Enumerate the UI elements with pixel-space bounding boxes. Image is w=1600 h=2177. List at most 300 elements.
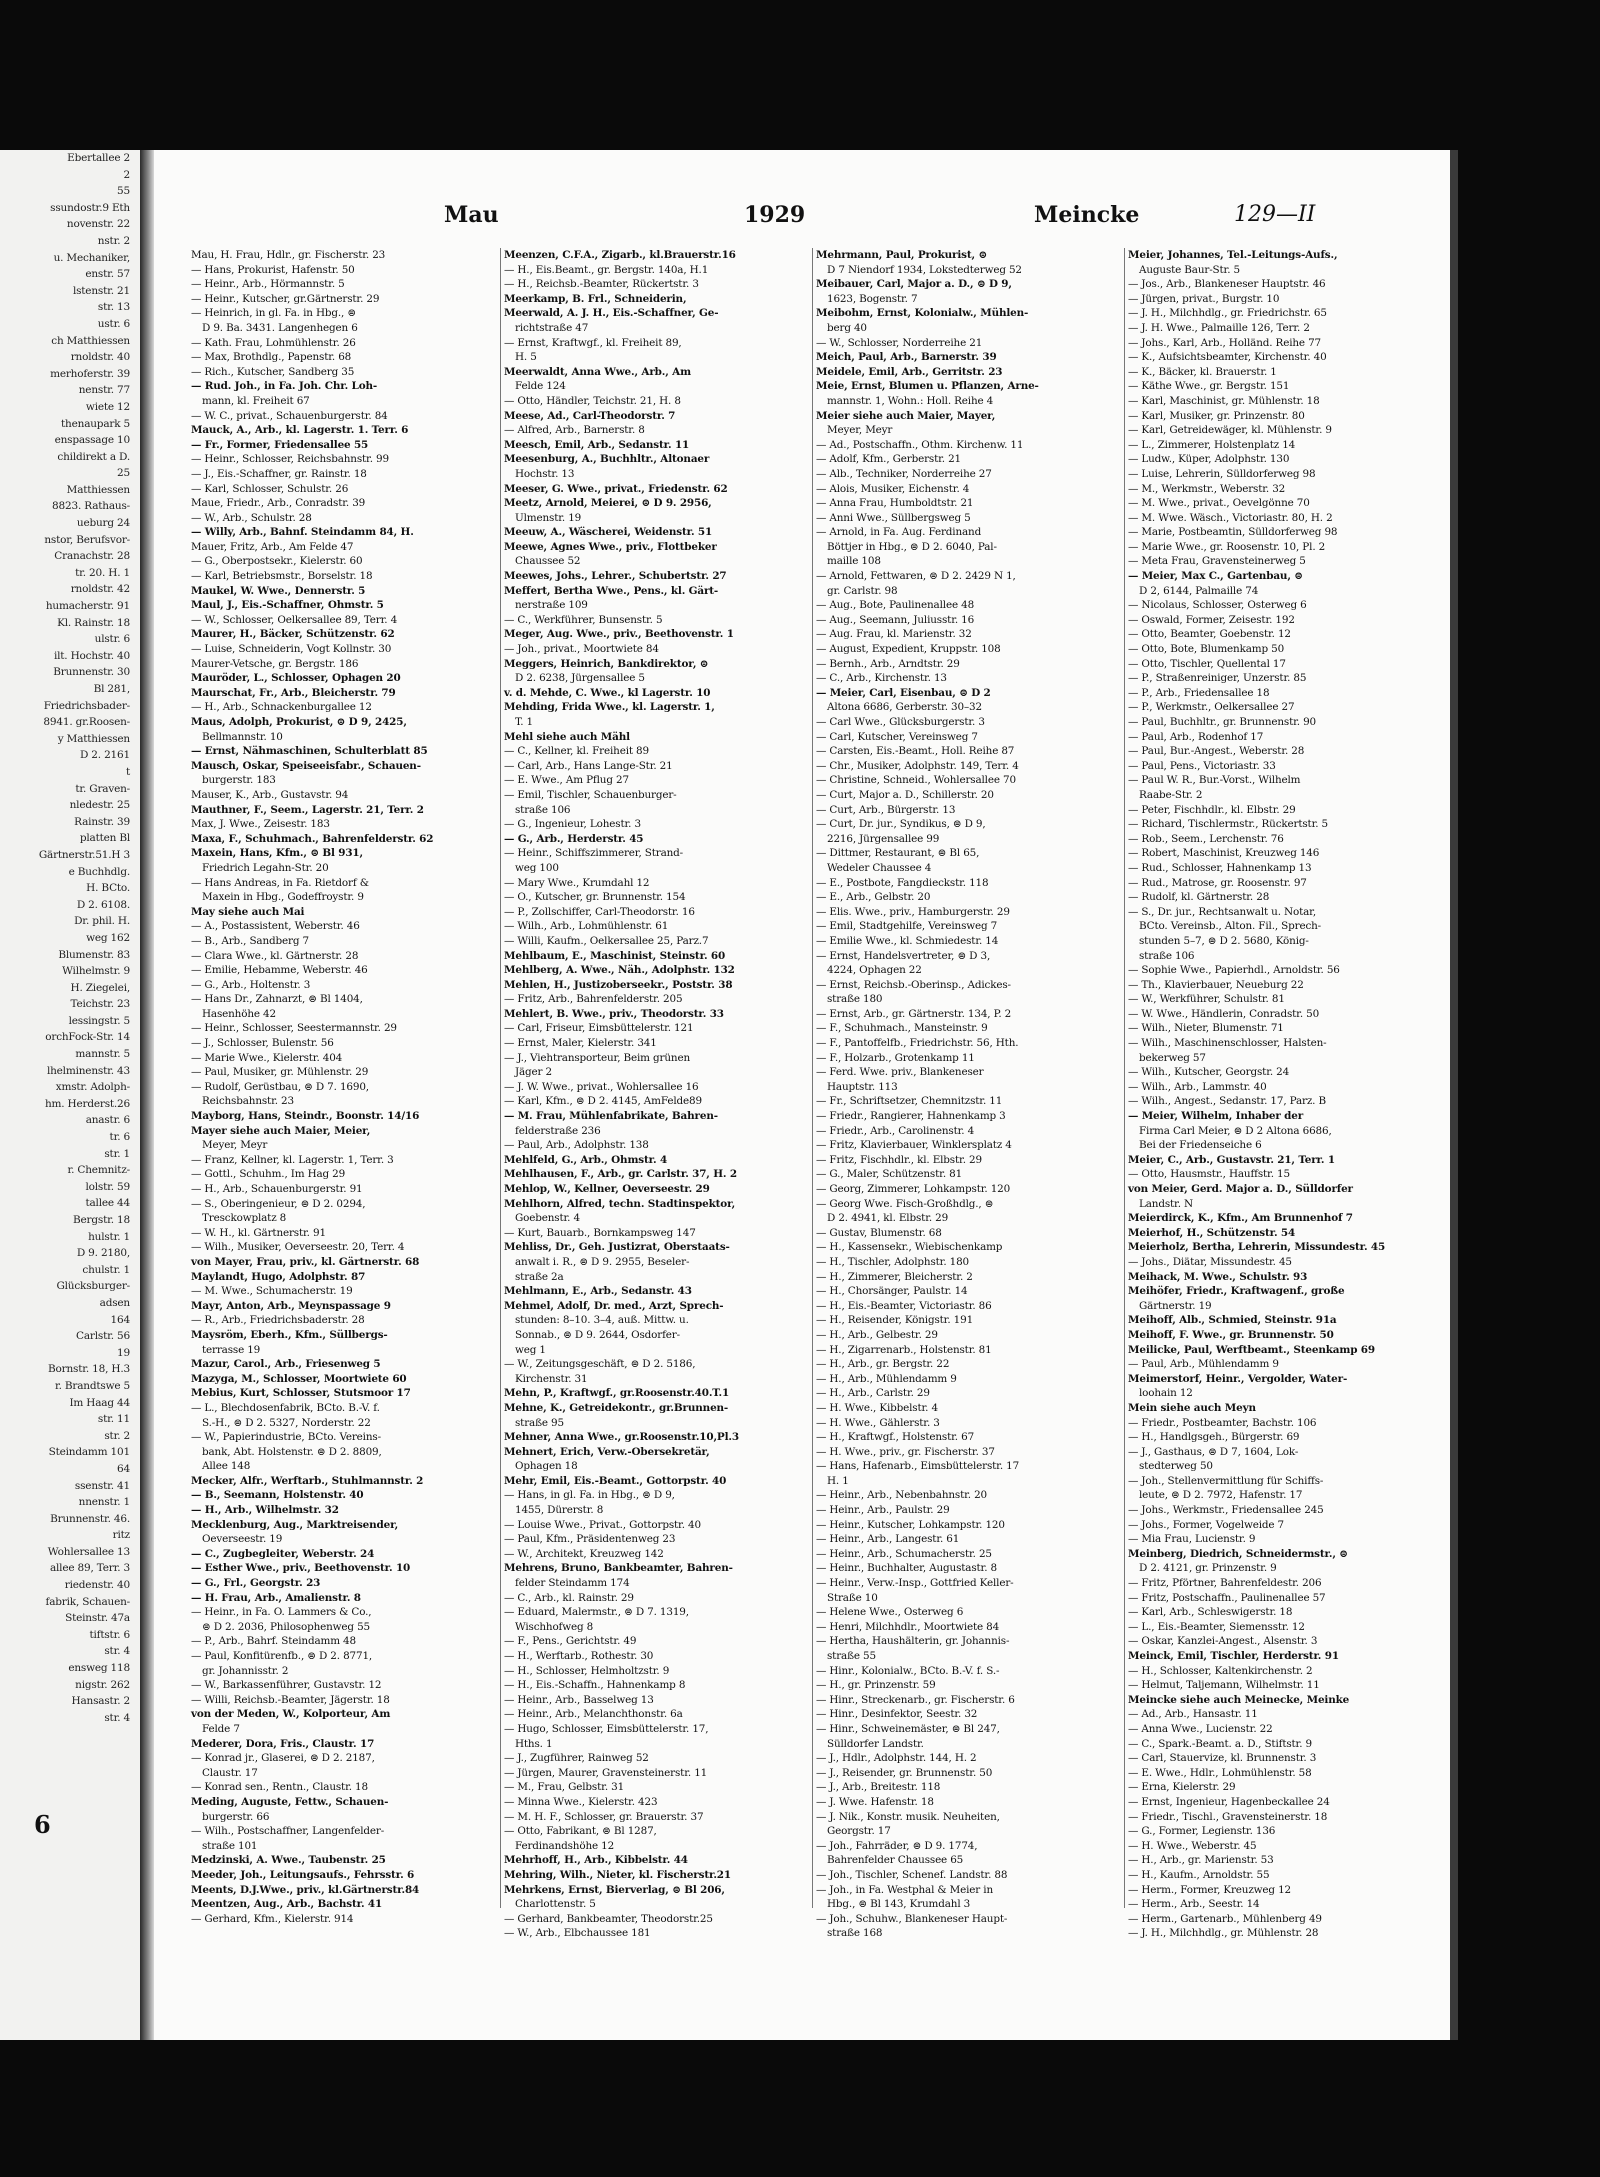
signature-mark: 6 [34,1810,51,1839]
directory-entry: mann, kl. Freiheit 67 [202,394,310,407]
directory-entry: — H., Zimmerer, Bleicherstr. 2 [816,1270,973,1283]
directory-entry: — H., Chorsänger, Paulstr. 14 [816,1285,968,1298]
directory-entry: — W., Schlosser, Oelkersallee 89, Terr. 4 [191,613,398,626]
directory-entry: — Fritz, Pförtner, Bahrenfeldestr. 206 [1128,1577,1322,1590]
directory-entry: Meeder, Joh., Leitungsaufs., Fehrsstr. 6 [191,1868,415,1881]
directory-entry: Meese, Ad., Carl-Theodorstr. 7 [504,409,676,422]
directory-entry: — Hinr., Kolonialw., BCto. B.-V. f. S.- [816,1664,1000,1677]
directory-entry: — Carl, Kutscher, Vereinsweg 7 [816,730,978,743]
directory-entry: Hasenhöhe 42 [202,1007,276,1020]
directory-entry: — W., Arb., Elbchaussee 181 [504,1927,651,1940]
directory-entry: — J. W. Wwe., privat., Wohlersallee 16 [504,1080,699,1093]
left-page-fragment: allee 89, Terr. 3 [49,1562,130,1575]
directory-entry: — H., Kraftwgf., Holstenstr. 67 [816,1431,975,1444]
directory-entry: Mehlberg, A. Wwe., Näh., Adolphstr. 132 [504,964,735,977]
directory-entry: Mehlert, B. Wwe., priv., Theodorstr. 33 [504,1007,724,1020]
directory-entry: — Meier, Wilhelm, Inhaber der [1128,1110,1304,1123]
directory-entry: Hochstr. 13 [515,467,575,480]
directory-entry: — Friedr., Tischl., Gravensteinerstr. 18 [1128,1810,1328,1823]
directory-entry: — Heinr., Arb., Schumacherstr. 25 [816,1547,992,1560]
directory-entry: — S., Oberingenieur, ⊜ D 2. 0294, [191,1197,366,1210]
left-page-fragment: nigstr. 262 [75,1678,130,1691]
directory-entry: — Fritz, Fischhdlr., kl. Elbstr. 29 [816,1153,982,1166]
directory-entry: Tresckowplatz 8 [202,1212,287,1225]
directory-entry: — L., Zimmerer, Holstenplatz 14 [1128,438,1296,451]
directory-entry: — Fritz, Klavierbauer, Winklersplatz 4 [816,1139,1012,1152]
directory-entry: — Arnold, in Fa. Aug. Ferdinand [816,526,982,539]
left-page-fragment: merhoferstr. 39 [50,367,130,380]
directory-entry: — Johs., Werkmstr., Friedensallee 245 [1128,1504,1324,1517]
directory-entry: stunden 5–7, ⊜ D 2. 5680, König- [1139,934,1309,947]
left-page-fragment: lhelminenstr. 43 [46,1064,130,1077]
directory-entry: — Karl, Schlosser, Schulstr. 26 [191,482,349,495]
directory-entry: gr. Johannisstr. 2 [202,1664,289,1677]
directory-entry: — Marie Wwe., gr. Roosenstr. 10, Pl. 2 [1128,540,1326,553]
directory-entry: — B., Seemann, Holstenstr. 40 [191,1489,364,1502]
left-page-fragment: Friedrichsbader- [43,699,130,712]
directory-entry: — Hans, Prokurist, Hafenstr. 50 [191,263,355,276]
left-page-fragment: H. BCto. [86,882,130,895]
directory-entry: — Kath. Frau, Lohmühlenstr. 26 [191,336,356,349]
directory-entry: Mehding, Frida Wwe., kl. Lagerstr. 1, [504,701,715,714]
left-page-fragment: str. 13 [97,301,130,314]
directory-entry: Mehlhausen, F., Arb., gr. Carlstr. 37, H. 2 [504,1168,737,1181]
directory-entry: — Fritz, Postschaffn., Paulinenallee 57 [1128,1591,1326,1604]
directory-entry: Mauthner, F., Seem., Lagerstr. 21, Terr. 2 [191,803,424,816]
directory-entry: von Mayer, Frau, priv., kl. Gärtnerstr. 68 [191,1255,420,1268]
directory-entry: Meidele, Emil, Arb., Gerritstr. 23 [816,365,1003,378]
directory-entry: — H., Schlosser, Helmholtzstr. 9 [504,1664,670,1677]
left-page-fragment: Dr. phil. H. [74,915,130,928]
left-page-fragment: str. 2 [104,1429,130,1442]
left-page-fragment: Im Haag 44 [69,1396,130,1409]
directory-entry: — Paul, Kfm., Präsidentenweg 23 [504,1533,676,1546]
directory-entry: Mehlen, H., Justizoberseekr., Poststr. 38 [504,978,733,991]
left-page-fragment: 19 [117,1346,130,1359]
left-page-fragment: Kl. Rainstr. 18 [57,616,130,629]
directory-entry: Meier, Johannes, Tel.-Leitungs-Aufs., [1128,249,1338,261]
directory-entry: — Wilh., Musiker, Oeverseestr. 20, Terr. 4 [191,1241,405,1254]
directory-entry: Raabe-Str. 2 [1139,788,1203,801]
left-page-fragment: H. Ziegelei, [70,981,130,994]
directory-entry: — Emil, Tischler, Schauenburger- [504,788,677,801]
left-page-fragment: tr. 20. H. 1 [75,566,130,579]
directory-entry: straße 101 [202,1839,258,1852]
directory-entry: Meie, Ernst, Blumen u. Pflanzen, Arne- [816,380,1039,393]
directory-entry: Landstr. N [1139,1197,1193,1210]
directory-entry: Georgstr. 17 [827,1825,891,1838]
directory-entry: nerstraße 109 [515,599,588,612]
directory-entry: — Hans Dr., Zahnarzt, ⊜ Bl 1404, [191,993,363,1006]
directory-entry: Mau, H. Frau, Hdlr., gr. Fischerstr. 23 [191,249,386,261]
directory-entry: — Paul, Pens., Victoriastr. 33 [1128,759,1276,772]
directory-entry: Meesch, Emil, Arb., Sedanstr. 11 [504,438,690,451]
directory-entry: — Paul, Konfitürenfb., ⊜ D 2. 8771, [191,1650,373,1662]
directory-entry: gr. Carlstr. 98 [827,584,898,597]
directory-entry: — Heinr., Arb., Nebenbahnstr. 20 [816,1489,988,1502]
directory-entry: — K., Aufsichtsbeamter, Kirchenstr. 40 [1128,351,1327,364]
directory-entry: — Clara Wwe., kl. Gärtnerstr. 28 [191,949,359,962]
directory-entry: straße 168 [827,1927,883,1940]
directory-entry: Chaussee 52 [515,555,581,568]
directory-entry: — Erna, Kielerstr. 29 [1128,1781,1236,1794]
directory-entry: — Jos., Arb., Blankeneser Hauptstr. 46 [1128,278,1326,291]
directory-entry: — M., Frau, Gelbstr. 31 [504,1781,625,1794]
directory-entry: — Fr., Schriftsetzer, Chemnitzstr. 11 [816,1095,1003,1108]
directory-entry: — Heinr., Buchhalter, Augustastr. 8 [816,1562,997,1575]
directory-entry: — C., Kellner, kl. Freiheit 89 [504,745,649,758]
left-page-fragment: wiete 12 [85,400,130,413]
directory-entry: Mehl siehe auch Mähl [504,730,630,743]
directory-entry: Meggers, Heinrich, Bankdirektor, ⊜ [504,657,709,670]
directory-entry: felderstraße 236 [515,1124,601,1137]
directory-entry: Straße 10 [827,1591,878,1604]
directory-entry: — H. Frau, Arb., Amalienstr. 8 [191,1591,361,1604]
directory-entry: — Heinr., in Fa. O. Lammers & Co., [191,1606,372,1619]
directory-entry: weg 1 [515,1343,546,1356]
directory-entry: straße 180 [827,993,883,1006]
directory-entry: — Heinr., Kutscher, Lohkampstr. 120 [816,1518,1005,1531]
directory-entry: — Paul, Arb., Adolphstr. 138 [504,1139,649,1152]
left-page-fragment: fabrik, Schauen- [45,1595,130,1608]
directory-entry: Meibauer, Carl, Major a. D., ⊜ D 9, [816,278,1012,291]
directory-entry: burgerstr. 183 [202,774,276,787]
directory-entry: — Otto, Händler, Teichstr. 21, H. 8 [504,394,681,407]
directory-entry: — Esther Wwe., priv., Beethovenstr. 10 [191,1562,411,1575]
directory-entry: — G., Ingenieur, Lohestr. 3 [504,818,641,831]
left-page-fragment: D 2. 6108. [76,898,130,911]
directory-entry: Bahrenfelder Chaussee 65 [827,1854,964,1867]
directory-entry: — P., Werkmstr., Oelkersallee 27 [1128,701,1295,714]
directory-entry: — Wilh., Postschaffner, Langenfelder- [191,1825,385,1838]
directory-entry: — Ernst, Arb., gr. Gärtnerstr. 134, P. 2 [816,1007,1012,1020]
directory-column-2 [500,248,803,1940]
left-page-fragment: adsen [99,1296,130,1309]
directory-entry: Meeuw, A., Wäscherei, Weidenstr. 51 [504,526,713,539]
directory-entry: — H. Wwe., Weberstr. 45 [1128,1839,1257,1852]
directory-entry: Claustr. 17 [202,1766,258,1779]
directory-entry: Mazur, Carol., Arb., Friesenweg 5 [191,1358,381,1371]
directory-entry: — Carl, Arb., Hans Lange-Str. 21 [504,759,673,772]
directory-entry: — Paul, Buchhltr., gr. Brunnenstr. 90 [1128,716,1317,728]
directory-entry: — Carl Wwe., Glücksburgerstr. 3 [816,716,985,728]
left-page-fragment: Steindamm 101 [48,1446,130,1459]
directory-entry: Mederer, Dora, Fris., Claustr. 17 [191,1737,375,1750]
directory-entry: — F., Holzarb., Grotenkamp 11 [816,1051,975,1064]
left-page-fragment: hm. Herderst.26 [44,1097,130,1110]
directory-entry: — J., Hdlr., Adolphstr. 144, H. 2 [816,1752,977,1765]
left-page-fragment: 55 [117,185,130,198]
directory-entry: — L., Blechdosenfabrik, BCto. B.-V. f. [191,1401,380,1414]
directory-entry: — W. Wwe., Händlerin, Conradstr. 50 [1128,1007,1320,1020]
directory-entry: Mehrhoff, H., Arb., Kibbelstr. 44 [504,1854,688,1867]
directory-entry: BCto. Vereinsb., Alton. Fil., Sprech- [1139,920,1322,933]
directory-entry: — H., Arb., Mühlendamm 9 [816,1372,957,1385]
directory-entry: Meger, Aug. Wwe., priv., Beethovenstr. 1 [504,628,734,641]
left-page-fragment: Hansastr. 2 [71,1695,130,1708]
directory-entry: Mehlop, W., Kellner, Oeverseestr. 29 [504,1183,710,1195]
left-page-fragment: nstor, Berufsvor- [44,533,130,546]
left-page-fragment: ulstr. 6 [94,633,130,646]
left-page-fragment: nnenstr. 1 [78,1496,130,1509]
left-page-fragment: Bergstr. 18 [73,1214,130,1226]
directory-entry: D 9. Ba. 3431. Langenhegen 6 [202,321,358,334]
directory-entry: — Carsten, Eis.-Beamt., Holl. Reihe 87 [816,745,1015,758]
adjacent-page-fragment [0,150,140,2040]
directory-entry: — Anna Frau, Humboldtstr. 21 [816,497,974,510]
book-gutter [140,150,154,2040]
directory-entry: — W., Arb., Schulstr. 28 [191,511,312,524]
directory-entry: — Luise, Lehrerin, Sülldorferweg 98 [1128,467,1316,480]
directory-entry: Friedrich Legahn-Str. 20 [202,861,329,874]
directory-entry: anwalt i. R., ⊜ D 9. 2955, Beseler- [515,1255,690,1268]
directory-entry: — Hans, in gl. Fa. in Hbg., ⊜ D 9, [504,1489,675,1502]
directory-entry: — Hertha, Haushälterin, gr. Johannis- [816,1635,1010,1648]
directory-entry: — Helene Wwe., Osterweg 6 [816,1606,964,1619]
directory-entry: — Wilh., Maschinenschlosser, Halsten- [1128,1037,1327,1050]
directory-entry: — Ernst, Nähmaschinen, Schulterblatt 85 [191,745,428,758]
directory-entry: Mehrmann, Paul, Prokurist, ⊜ [816,249,987,261]
header-year: 1929 [744,202,806,228]
left-page-fragment: ensweg 118 [68,1662,130,1675]
left-page-fragment: mannstr. 5 [75,1048,130,1061]
directory-entry: — Otto, Fabrikant, ⊜ Bl 1287, [504,1825,657,1838]
directory-entry: — Carl, Friseur, Eimsbüttelerstr. 121 [504,1022,694,1035]
directory-entry: Hbg., ⊜ Bl 143, Krumdahl 3 [827,1898,971,1911]
directory-entry: — Rudolf, Gerüstbau, ⊜ D 7. 1690, [191,1080,369,1093]
directory-entry: — Käthe Wwe., gr. Bergstr. 151 [1128,380,1290,393]
directory-entry: weg 100 [515,861,559,874]
directory-entry: — Herm., Arb., Seestr. 14 [1128,1898,1260,1911]
left-page-fragment: Steinstr. 47a [65,1612,130,1625]
directory-entry: — H., Werftarb., Rothestr. 30 [504,1650,654,1662]
directory-entry: Meier siehe auch Maier, Mayer, [816,409,996,422]
directory-entry: Mein siehe auch Meyn [1128,1401,1256,1414]
directory-entry: — Wilh., Arb., Lammstr. 40 [1128,1080,1267,1093]
directory-entry: Meetz, Arnold, Meierei, ⊜ D 9. 2956, [504,497,712,510]
directory-entry: Maurer-Vetsche, gr. Bergstr. 186 [191,657,359,670]
directory-entry: — Heinr., Arb., Melanchthonstr. 6a [504,1708,683,1721]
directory-entry: — Marie, Postbeamtin, Sülldorferweg 98 [1128,526,1338,539]
directory-entry: — Fritz, Arb., Bahrenfelderstr. 205 [504,993,683,1006]
directory-entry: — H., Eis.-Schaffn., Hahnenkamp 8 [504,1679,686,1692]
left-page-fragment: Carlstr. 56 [76,1330,130,1343]
directory-entry: — Willy, Arb., Bahnf. Steindamm 84, H. [191,526,414,539]
left-page-fragment: ustr. 6 [97,317,130,330]
directory-entry: burgerstr. 66 [202,1810,270,1823]
directory-entry: Gärtnerstr. 19 [1139,1299,1212,1312]
directory-entry: — M. Wwe., privat., Oevelgönne 70 [1128,497,1310,510]
directory-entry: Böttjer in Hbg., ⊜ D 2. 6040, Pal- [827,540,997,553]
directory-entry: straße 95 [515,1416,564,1429]
left-page-fragment: Brunnenstr. 30 [53,666,130,679]
directory-entry: Meincke siehe auch Meinecke, Meinke [1128,1693,1350,1706]
directory-entry: Mehlfeld, G., Arb., Ohmstr. 4 [504,1153,668,1166]
directory-entry: — Gerhard, Bankbeamter, Theodorstr.25 [504,1912,713,1925]
directory-entry: — J., Schlosser, Bulenstr. 56 [191,1037,334,1050]
directory-entry: — Johs., Diätar, Missundestr. 45 [1128,1255,1292,1268]
left-page-fragment: r. Brandtswe 5 [54,1379,130,1392]
directory-entry: — Heinr., Schiffszimmerer, Strand- [504,847,684,860]
directory-entry: T. 1 [515,716,534,728]
directory-entry: bekerweg 57 [1139,1051,1206,1064]
directory-entry: — Johs., Former, Vogelweide 7 [1128,1518,1285,1531]
left-page-fragment: r. Chemnitz- [67,1164,130,1177]
left-page-fragment: weg 162 [86,931,130,944]
directory-entry: stunden: 8–10. 3–4, auß. Mittw. u. [515,1314,689,1327]
directory-entry: Goebenstr. 4 [515,1212,580,1225]
directory-entry: — Curt, Arb., Bürgerstr. 13 [816,803,956,816]
directory-entry: — Karl, Musiker, gr. Prinzenstr. 80 [1128,409,1305,422]
left-page-fragment: ritz [112,1529,130,1542]
directory-entry: Hths. 1 [515,1737,553,1750]
directory-entry: — Louise Wwe., Privat., Gottorpstr. 40 [504,1518,701,1531]
left-page-fragment: humacherstr. 91 [45,600,130,613]
directory-entry: — J., Gasthaus, ⊜ D 7, 1604, Lok- [1128,1445,1299,1458]
directory-entry: Maue, Friedr., Arb., Conradstr. 39 [191,497,366,510]
directory-entry: — Meier, Carl, Eisenbau, ⊜ D 2 [816,686,991,699]
directory-entry: — W., Schlosser, Norderreihe 21 [816,336,983,349]
directory-entry: maille 108 [827,555,881,568]
directory-entry: — Franz, Kellner, kl. Lagerstr. 1, Terr. 3 [191,1153,394,1166]
left-page-fragment: ilt. Hochstr. 40 [53,649,130,662]
page-edge-shadow [1450,150,1458,2040]
directory-entry: — Otto, Hausmstr., Hauffstr. 15 [1128,1168,1290,1181]
directory-entry: — C., Zugbegleiter, Weberstr. 24 [191,1547,375,1560]
directory-entry: — J., Zugführer, Rainweg 52 [504,1752,649,1765]
directory-entry: — Alb., Techniker, Norderreihe 27 [816,467,992,480]
directory-entry: — W., Werkführer, Schulstr. 81 [1128,993,1285,1006]
directory-entry: Maxa, F., Schuhmach., Bahrenfelderstr. 62 [191,832,434,845]
directory-entry: — Joh., Stellenvermittlung für Schiffs- [1128,1474,1324,1487]
directory-entry: Mebius, Kurt, Schlosser, Stutsmoor 17 [191,1387,411,1400]
directory-entry: Meenzen, C.F.A., Zigarb., kl.Brauerstr.16 [504,249,736,261]
directory-entry: — Gustav, Blumenstr. 68 [816,1226,942,1239]
directory-entry: — Rud., Matrose, gr. Roosenstr. 97 [1128,876,1307,889]
directory-entry: Mehmel, Adolf, Dr. med., Arzt, Sprech- [504,1299,724,1312]
left-page-fragment: e Buchhdlg. [68,865,130,878]
directory-entry: — H., Kassensekr., Wiebischenkamp [816,1241,1003,1254]
directory-entry: Auguste Baur-Str. 5 [1139,263,1240,276]
directory-entry: — Emilie Wwe., kl. Schmiedestr. 14 [816,934,999,947]
directory-entry: — Paul, Bur.-Angest., Weberstr. 28 [1128,745,1305,758]
left-page-fragment: ueburg 24 [76,517,130,530]
directory-entry: — Hinr., Schweinemäster, ⊜ Bl 247, [816,1722,1000,1735]
directory-entry: Ulmenstr. 19 [515,511,582,524]
directory-entry: — Otto, Bote, Blumenkamp 50 [1128,643,1285,656]
left-page-fragment: nledestr. 25 [69,799,130,812]
directory-entry: — Marie Wwe., Kielerstr. 404 [191,1051,343,1064]
left-page-fragment: Rainstr. 39 [74,815,130,828]
directory-entry: — W. H., kl. Gärtnerstr. 91 [191,1226,326,1239]
left-page-fragment: 25 [117,467,130,480]
directory-entry: D 2. 6238, Jürgensallee 5 [515,672,645,685]
directory-entry: Bei der Friedenseiche 6 [1139,1139,1262,1152]
directory-entry: — H., Eis.Beamt., gr. Bergstr. 140a, H.1 [504,263,709,276]
left-page-fragment: str. 4 [104,1711,130,1724]
directory-entry: — P., Zollschiffer, Carl-Theodorstr. 16 [504,905,695,918]
directory-entry: — Rich., Kutscher, Sandberg 35 [191,365,355,378]
left-page-fragment: ch Matthiessen [51,334,130,347]
directory-entry: Maukel, W. Wwe., Dennerstr. 5 [191,584,366,597]
directory-entry: — Adolf, Kfm., Gerberstr. 21 [816,453,962,466]
directory-entry: Mecker, Alfr., Werftarb., Stuhlmannstr. 2 [191,1474,424,1487]
left-page-fragment: chulstr. 1 [82,1263,130,1276]
directory-entry: straße 2a [515,1270,564,1283]
directory-entry: Allee 148 [202,1460,251,1473]
directory-entry: — E. Wwe., Hdlr., Lohmühlenstr. 58 [1128,1766,1312,1779]
directory-entry: Jäger 2 [515,1066,552,1079]
directory-entry: — Konrad jr., Glaserei, ⊜ D 2. 2187, [191,1752,375,1765]
directory-entry: — Richard, Tischlermstr., Rückertstr. 5 [1128,818,1329,831]
directory-entry: — Alfred, Arb., Barnerstr. 8 [504,424,645,437]
left-page-fragment: lolstr. 59 [85,1180,130,1193]
directory-entry: — Otto, Tischler, Quellental 17 [1128,657,1286,670]
left-page-fragment: rnoldstr. 40 [70,351,130,364]
directory-entry: Meerwaldt, Anna Wwe., Arb., Am [504,365,691,378]
directory-entry: — R., Arb., Friedrichsbaderstr. 28 [191,1314,365,1327]
directory-entry: 2216, Jürgensallee 99 [827,832,940,845]
directory-entry: — Wilh., Nieter, Blumenstr. 71 [1128,1022,1284,1035]
directory-entry: — J. Wwe. Hafenstr. 18 [816,1795,934,1808]
directory-entry: Mehring, Wilh., Nieter, kl. Fischerstr.21 [504,1868,731,1881]
directory-entry: — Joh., Tischler, Schenef. Landstr. 88 [816,1868,1008,1881]
directory-entry: — P., Arb., Friedensallee 18 [1128,686,1270,699]
directory-entry: — K., Bäcker, kl. Brauerstr. 1 [1128,365,1277,378]
directory-entry: Medzinski, A. Wwe., Taubenstr. 25 [191,1854,386,1867]
directory-entry: bank, Abt. Holstenstr. ⊜ D 2. 8809, [202,1445,382,1458]
directory-entry: — Herm., Former, Kreuzweg 12 [1128,1883,1291,1896]
directory-entry: mannstr. 1, Wohn.: Holl. Reihe 4 [827,394,994,407]
directory-entry: — Oswald, Former, Zeisestr. 192 [1128,613,1295,626]
directory-entry: Altona 6686, Gerberstr. 30–32 [827,701,982,714]
directory-entry: — Jürgen, Maurer, Gravensteinerstr. 11 [504,1766,708,1779]
directory-entry: Meerwald, A. J. H., Eis.-Schaffner, Ge- [504,307,719,320]
left-page-fragment: childirekt a D. [57,450,130,463]
directory-entry: Mehne, K., Getreidekontr., gr.Brunnen- [504,1401,729,1414]
page-number: 129—II [1234,202,1316,227]
directory-entry: S.-H., ⊜ D 2. 5327, Norderstr. 22 [202,1416,371,1429]
directory-entry: Ophagen 18 [515,1460,578,1473]
directory-entry: Meentzen, Aug., Arb., Bachstr. 41 [191,1898,383,1911]
directory-entry: Mazyga, M., Schlosser, Moortwiete 60 [191,1372,407,1385]
directory-entry: — J., Reisender, gr. Brunnenstr. 50 [816,1766,993,1779]
directory-entry: — J., Viehtransporteur, Beim grünen [504,1051,690,1064]
directory-entry: Charlottenstr. 5 [515,1898,596,1911]
left-page-fragment: 8941. gr.Roosen- [43,716,130,729]
directory-entry: Ferdinandshöhe 12 [515,1839,615,1852]
directory-entry: 4224, Ophagen 22 [827,964,922,977]
directory-entry: — J., Eis.-Schaffner, gr. Rainstr. 18 [191,467,367,480]
directory-entry: — J. H. Wwe., Palmaille 126, Terr. 2 [1128,321,1310,334]
directory-entry: — Rud., Schlosser, Hahnenkamp 13 [1128,861,1312,874]
directory-entry: Felde 7 [202,1722,240,1735]
directory-entry: — Meier, Max C., Gartenbau, ⊜ [1128,570,1303,583]
directory-entry: — Wilh., Angest., Sedanstr. 17, Parz. B [1128,1095,1326,1108]
directory-entry: — Meta Frau, Gravensteinerweg 5 [1128,555,1306,568]
left-page-fragment: D 2. 2161 [79,749,130,762]
directory-entry: — Friedr., Arb., Carolinenstr. 4 [816,1124,975,1137]
directory-entry: — Anna Wwe., Lucienstr. 22 [1128,1722,1273,1735]
directory-entry: — Robert, Maschinist, Kreuzweg 146 [1128,847,1320,860]
directory-entry: — Joh., Fahrräder, ⊜ D 9. 1774, [816,1839,978,1852]
directory-entry: — H., Kaufm., Arnoldstr. 55 [1128,1868,1270,1881]
directory-entry: Meihoff, F. Wwe., gr. Brunnenstr. 50 [1128,1328,1334,1341]
left-page-fragment: 64 [117,1462,130,1475]
directory-entry: — Rudolf, kl. Gärtnerstr. 28 [1128,891,1270,904]
directory-entry: — Rud. Joh., in Fa. Joh. Chr. Loh- [191,380,378,393]
directory-entry: — Hans Andreas, in Fa. Rietdorf & [191,876,369,889]
